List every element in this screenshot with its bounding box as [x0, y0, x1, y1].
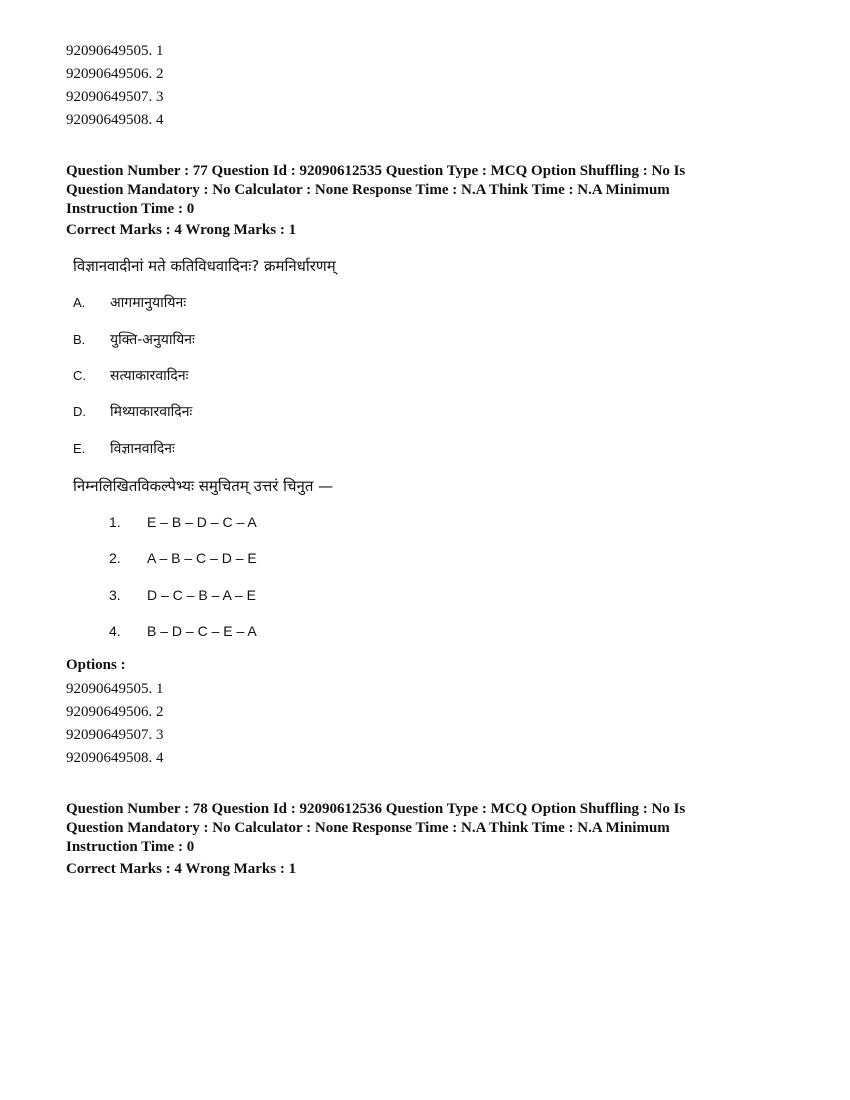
sequence-text: E – B – D – C – A — [147, 514, 257, 530]
question-text: विज्ञानवादीनां मते कतिविधवादिनः? क्रमनिर्धारणम् — [73, 257, 336, 275]
sequence-item — [109, 514, 257, 530]
option-id-line: 92090649506. 2 — [66, 704, 164, 720]
question-meta-line: Question Number : 78 Question Id : 92090612536 Question Type : MCQ Option Shuffling : No Is — [66, 801, 686, 817]
question-meta-line: Question Mandatory : No Calculator : None Response Time : N.A Think Time : N.A Minimum — [66, 820, 670, 836]
question-marks: Correct Marks : 4 Wrong Marks : 1 — [66, 222, 297, 238]
choice-item — [73, 439, 175, 458]
choice-letter: D. — [73, 404, 86, 419]
choice-item — [73, 366, 188, 385]
sequence-item — [109, 587, 256, 603]
question-meta-line: Question Mandatory : No Calculator : None Response Time : N.A Think Time : N.A Minimum — [66, 182, 670, 198]
option-id-line: 92090649508. 4 — [66, 750, 164, 766]
question-meta-line: Question Number : 77 Question Id : 92090612535 Question Type : MCQ Option Shuffling : No Is — [66, 163, 686, 179]
choice-letter: B. — [73, 332, 86, 347]
choice-letter: C. — [73, 368, 86, 383]
sequence-item — [109, 550, 257, 566]
question-meta — [66, 162, 786, 219]
option-id-line: 92090649505. 1 — [66, 43, 164, 59]
choice-letter: E. — [73, 441, 86, 456]
sequence-text: A – B – C – D – E — [147, 550, 257, 566]
sequence-text: D – C – B – A – E — [147, 587, 256, 603]
choice-text: मिथ्याकारवादिनः — [110, 404, 193, 420]
choice-text: आगमानुयायिनः — [110, 295, 187, 311]
choice-text: सत्याकारवादिनः — [110, 368, 189, 384]
question-meta — [66, 800, 786, 857]
choice-item — [73, 330, 195, 349]
option-id-line: 92090649508. 4 — [66, 112, 164, 128]
choice-text: युक्ति-अनुयायिनः — [110, 332, 195, 348]
sequence-number: 1. — [109, 514, 121, 530]
choice-text: विज्ञानवादिनः — [110, 441, 175, 457]
option-id-line: 92090649507. 3 — [66, 727, 164, 743]
choice-item — [73, 293, 186, 312]
instruction-text: निम्नलिखितविकल्पेभ्यः समुचितम् उत्तरं चिनुत — — [73, 477, 334, 495]
sequence-number: 4. — [109, 623, 121, 639]
option-id-line: 92090649507. 3 — [66, 89, 164, 105]
option-id-line: 92090649506. 2 — [66, 66, 164, 82]
choice-item — [73, 402, 192, 421]
sequence-item — [109, 623, 257, 639]
question-meta-line: Instruction Time : 0 — [66, 839, 195, 855]
sequence-number: 2. — [109, 550, 121, 566]
sequence-number: 3. — [109, 587, 121, 603]
question-marks: Correct Marks : 4 Wrong Marks : 1 — [66, 861, 297, 877]
question-meta-line: Instruction Time : 0 — [66, 201, 195, 217]
sequence-text: B – D – C – E – A — [147, 623, 257, 639]
choice-letter: A. — [73, 295, 86, 310]
options-label: Options : — [66, 657, 126, 673]
option-id-line: 92090649505. 1 — [66, 681, 164, 697]
